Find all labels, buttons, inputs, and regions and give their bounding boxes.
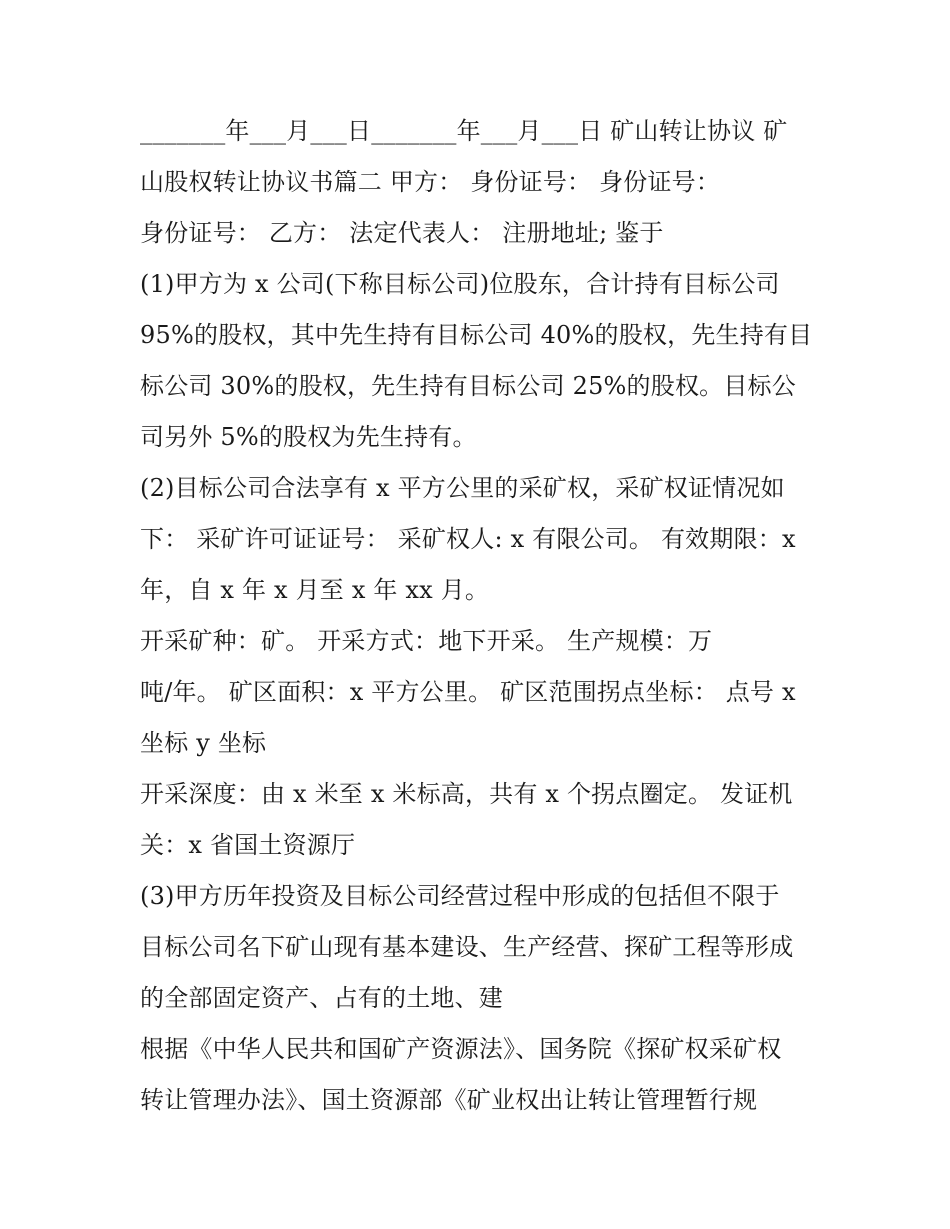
text-line: 身份证号： 乙方： 法定代表人： 注册地址; 鉴于 bbox=[140, 219, 664, 247]
text-line: 根据《中华人民共和国矿产资源法》、国务院《探矿权采矿权 bbox=[140, 1035, 782, 1063]
text-line: (1)甲方为 x 公司(下称目标公司)位股东，合计持有目标公司 bbox=[140, 270, 780, 298]
text-line: 转让管理办法》、国土资源部《矿业权出让转让管理暂行规 bbox=[140, 1086, 758, 1114]
text-line: 坐标 y 坐标 bbox=[140, 729, 267, 757]
text-line: 年，自 x 年 x 月至 x 年 xx 月。 bbox=[140, 576, 490, 604]
text-line: 下： 采矿许可证证号： 采矿权人: x 有限公司。 有效期限：x bbox=[140, 525, 796, 553]
text-line: 目标公司名下矿山现有基本建设、生产经营、探矿工程等形成 bbox=[140, 933, 794, 961]
text-line: 的全部固定资产、占有的土地、建 bbox=[140, 984, 503, 1012]
text-line: 山股权转让协议书篇二 甲方： 身份证号： 身份证号： bbox=[140, 168, 721, 196]
text-line: 开采矿种：矿。 开采方式：地下开采。 生产规模：万 bbox=[140, 627, 713, 655]
text-line: 司另外 5%的股权为先生持有。 bbox=[140, 423, 477, 451]
text-line: _______年___月___日_______年___月___日 矿山转让协议 矿 bbox=[140, 117, 788, 145]
text-line: 吨/年。 矿区面积：x 平方公里。 矿区范围拐点坐标： 点号 x bbox=[140, 678, 796, 706]
text-line: 关：x 省国土资源厅 bbox=[140, 831, 356, 859]
text-line: 95%的股权，其中先生持有目标公司 40%的股权，先生持有目 bbox=[140, 321, 813, 349]
text-line: (2)目标公司合法享有 x 平方公里的采矿权，采矿权证情况如 bbox=[140, 474, 785, 502]
text-line: 开采深度：由 x 米至 x 米标高，共有 x 个拐点圈定。 发证机 bbox=[140, 780, 793, 808]
text-line: (3)甲方历年投资及目标公司经营过程中形成的包括但不限于 bbox=[140, 882, 780, 910]
document-body bbox=[140, 106, 820, 1126]
text-line: 标公司 30%的股权，先生持有目标公司 25%的股权。目标公 bbox=[140, 372, 796, 400]
